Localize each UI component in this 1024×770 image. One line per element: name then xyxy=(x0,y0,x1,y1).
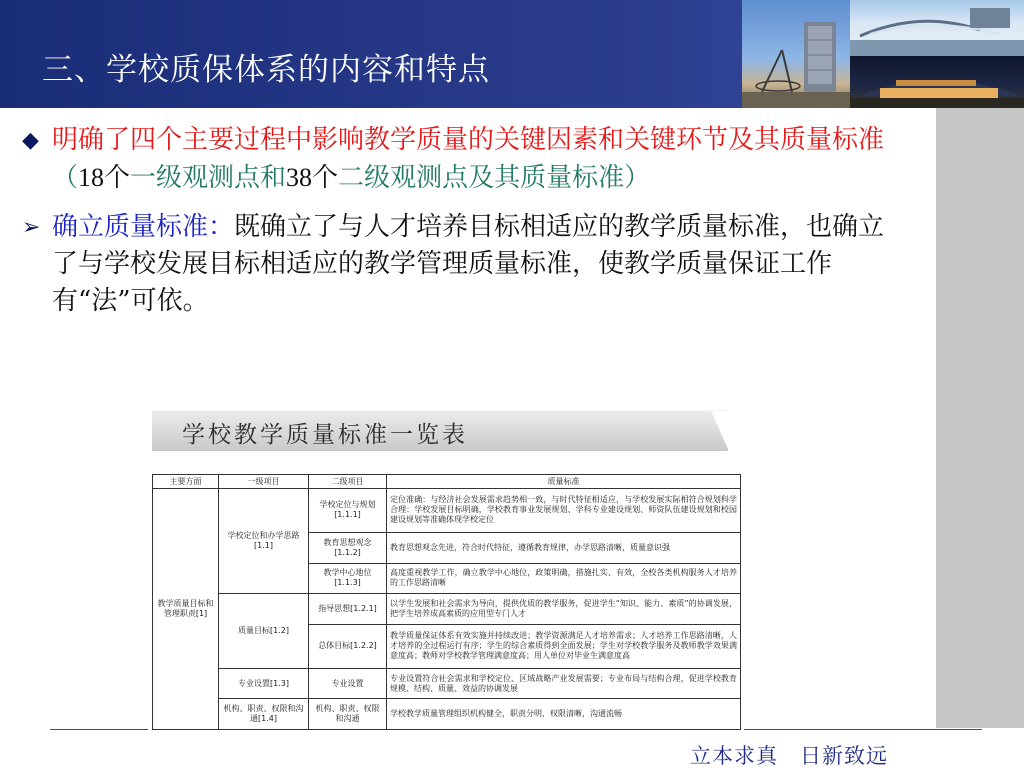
campus-photo-collage xyxy=(742,0,1024,108)
header-main-aspect: 主要方面 xyxy=(153,475,219,489)
header-level1: 一级项目 xyxy=(219,475,309,489)
level2-cell: 机构、职责、权限和沟通 xyxy=(309,699,387,730)
table-row xyxy=(153,489,741,533)
arrow-bullet-icon: ➢ xyxy=(22,215,41,240)
level2-label: 二级观测点及其质量标准） xyxy=(338,163,651,193)
key-factors-text: 明确了四个主要过程中影响教学质量的关键因素和关键环节及其质量标准 xyxy=(52,125,885,155)
level2-count: 38个 xyxy=(286,163,339,192)
main-aspect-cell: 教学质量目标和管理职责[1] xyxy=(153,489,219,730)
standards-table-title: 学校教学质量标准一览表 xyxy=(182,422,468,448)
standard-cell: 学校教学质量管理组织机构健全，职责分明，权限清晰，沟通流畅 xyxy=(387,699,741,730)
level1-cell: 机构、职责、权限和沟通[1.4] xyxy=(219,699,309,730)
standards-table-banner xyxy=(152,410,728,451)
header-level2: 二级项目 xyxy=(309,475,387,489)
level1-label: 一级观测点和 xyxy=(130,163,287,193)
slide-header xyxy=(0,0,1024,108)
paren-open: （ xyxy=(52,163,79,193)
lake-bridge-photo xyxy=(850,0,1024,56)
quality-standards-table xyxy=(152,474,741,730)
level1-cell: 专业设置[1.3] xyxy=(219,668,309,699)
school-motto: 立本求真 日新致远 xyxy=(690,744,888,768)
quality-standard-point xyxy=(18,209,898,320)
slide-title: 三、学校质保体系的内容和特点 xyxy=(42,52,490,88)
footer-rule-left xyxy=(50,729,148,730)
banner-fold xyxy=(711,411,729,451)
standard-cell: 专业设置符合社会需求和学校定位、区域战略产业发展需要；专业布局与结构合理，促进学校教育规模、结构、质量、效益的协调发展 xyxy=(387,668,741,699)
quality-standard-lead: 确立质量标准： xyxy=(52,212,235,242)
level2-cell: 总体目标[1.2.2] xyxy=(309,624,387,668)
level1-cell: 学校定位和办学思路[1.1] xyxy=(219,489,309,594)
night-building-icon xyxy=(850,56,1024,108)
standard-cell: 高度重视教学工作，确立教学中心地位，政策明确，措施扎实、有效，全校各类机构服务人才培养的工作思路清晰 xyxy=(387,563,741,594)
header-standard: 质量标准 xyxy=(387,475,741,489)
standard-cell: 教学质量保证体系有效实施并持续改进；教学资源满足人才培养需求；人才培养工作思路清晰，人才培养的全过程运行有序；学生的综合素质得到全面发展；学生对学校教学服务及教师教学效果满意度高；教师对学校教学管理满意度高；用人单位对毕业生满意度高 xyxy=(387,624,741,668)
bridge-icon xyxy=(850,0,1024,56)
campus-tower-photo xyxy=(742,0,850,108)
key-factors-point xyxy=(18,122,898,197)
table-row xyxy=(153,699,741,730)
level2-cell: 教学中心地位[1.1.3] xyxy=(309,563,387,594)
table-row xyxy=(153,668,741,699)
level2-cell: 指导思想[1.2.1] xyxy=(309,594,387,625)
standard-cell: 以学生发展和社会需求为导向，提供优质的教学服务，促进学生“知识、能力、素质”的协调发展，把学生培养成高素质的应用型专门人才 xyxy=(387,594,741,625)
level2-cell: 专业设置 xyxy=(309,668,387,699)
level2-cell: 教育思想观念[1.1.2] xyxy=(309,532,387,563)
night-building-photo xyxy=(850,56,1024,108)
table-header-row xyxy=(153,475,741,489)
table-row xyxy=(153,594,741,625)
standard-cell: 教育思想观念先进，符合时代特征，遵循教育规律，办学思路清晰，质量意识强 xyxy=(387,532,741,563)
slide-body xyxy=(18,122,898,320)
footer-rule-right xyxy=(744,729,982,730)
diamond-bullet-icon: ◆ xyxy=(22,128,39,153)
level2-cell: 学校定位与规划[1.1.1] xyxy=(309,489,387,533)
right-decorative-panel xyxy=(936,108,1024,728)
level1-cell: 质量目标[1.2] xyxy=(219,594,309,669)
tower-building-icon xyxy=(742,0,850,108)
quality-standard-text: 既确立了与人才培养目标相适应的教学质量标准，也确立了与学校发展目标相适应的教学管理质量标准，使教学质量保证工作有“法”可依。 xyxy=(52,212,885,316)
level1-count: 18个 xyxy=(78,163,131,192)
standard-cell: 定位准确：与经济社会发展需求趋势相一致，与时代特征相适应，与学校发展实际相符合规划科学合理：学校发展目标明确，学校教育事业发展规划、学科专业建设规划、师资队伍建设规划和校园建设规划等准确体现学校定位 xyxy=(387,489,741,533)
